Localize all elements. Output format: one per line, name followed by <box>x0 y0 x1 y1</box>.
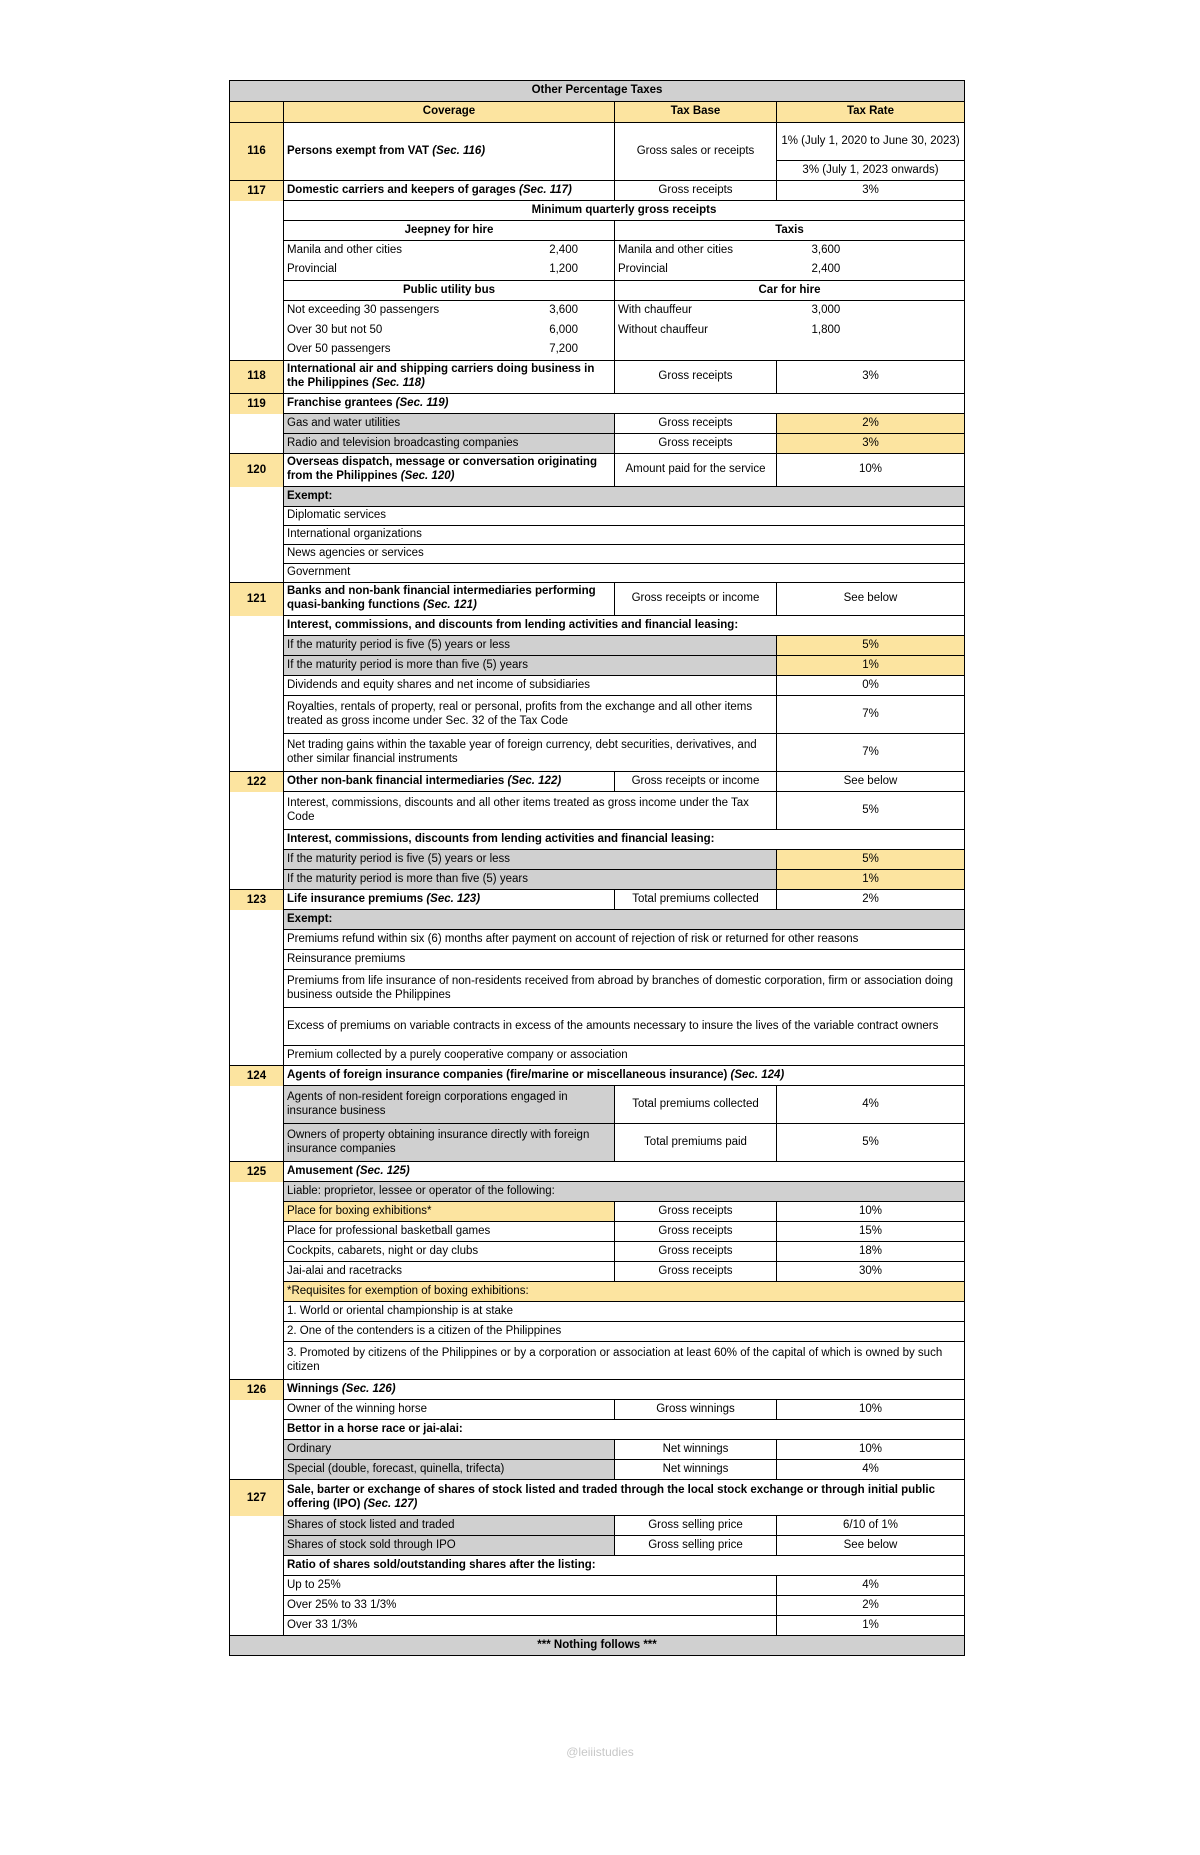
tax-rate-cell: 5% <box>777 1124 965 1162</box>
tax-rate-cell: 18% <box>777 1242 965 1262</box>
section-number: 117 <box>230 181 284 361</box>
rate-value: 1,800 <box>777 321 965 341</box>
tax-base-cell: Gross selling price <box>615 1536 777 1556</box>
coverage-cell: If the maturity period is five (5) years or less <box>284 636 777 656</box>
section-number: 121 <box>230 583 284 772</box>
exempt-item: Government <box>284 564 965 583</box>
coverage-cell: Agents of foreign insurance companies (fire/marine or miscellaneous insurance) (Sec. 124) <box>284 1066 965 1086</box>
tax-base-cell: Gross receipts <box>615 434 777 454</box>
tax-rate-cell: 7% <box>777 734 965 772</box>
car-heading: Car for hire <box>615 281 965 301</box>
coverage-cell: If the maturity period is five (5) years or less <box>284 850 777 870</box>
tax-rate-cell: 10% <box>777 1400 965 1420</box>
tax-rate-cell: 30% <box>777 1262 965 1282</box>
exempt-item: Premiums from life insurance of non-residents received from abroad by branches of domestic corporation, firm or association doing business outside the Philippines <box>284 970 965 1008</box>
coverage-cell: Ordinary <box>284 1440 615 1460</box>
tax-rate-cell: 7% <box>777 696 965 734</box>
bus-heading: Public utility bus <box>284 281 615 301</box>
tax-rate-cell: 0% <box>777 676 965 696</box>
coverage-cell: Shares of stock sold through IPO <box>284 1536 615 1556</box>
section-number: 116 <box>230 123 284 181</box>
coverage-cell: Dividends and equity shares and net income of subsidiaries <box>284 676 777 696</box>
tax-base-cell: Gross receipts <box>615 1262 777 1282</box>
coverage-cell: Owner of the winning horse <box>284 1400 615 1420</box>
section-number: 124 <box>230 1066 284 1162</box>
coverage-cell: Special (double, forecast, quinella, trifecta) <box>284 1460 615 1480</box>
coverage-cell: Franchise grantees (Sec. 119) <box>284 394 965 414</box>
table-footer: *** Nothing follows *** <box>230 1636 965 1656</box>
tax-rate-cell: 3% <box>777 361 965 394</box>
coverage-cell: Jai-alai and racetracks <box>284 1262 615 1282</box>
rate-value: 7,200 <box>454 341 615 361</box>
tax-rate-cell: See below <box>777 1536 965 1556</box>
subheading: Liable: proprietor, lessee or operator of the following: <box>284 1182 965 1202</box>
coverage-cell: Life insurance premiums (Sec. 123) <box>284 890 615 910</box>
exempt-heading: Exempt: <box>284 487 965 507</box>
coverage-cell: Place for boxing exhibitions* <box>284 1202 615 1222</box>
rate-value: 3,600 <box>454 301 615 321</box>
rate-value: 1,200 <box>454 261 615 281</box>
section-number: 125 <box>230 1162 284 1380</box>
tax-rate-cell: 4% <box>777 1086 965 1124</box>
tax-base-cell: Gross receipts or income <box>615 583 777 616</box>
tax-rate-cell: See below <box>777 772 965 792</box>
rate-value: 2,400 <box>454 241 615 261</box>
tax-base-cell: Total premiums collected <box>615 890 777 910</box>
tax-base-cell: Total premiums paid <box>615 1124 777 1162</box>
rate-label: Over 50 passengers <box>284 341 454 361</box>
table-title: Other Percentage Taxes <box>230 81 965 102</box>
tax-base-cell: Gross receipts <box>615 181 777 201</box>
section-number: 123 <box>230 890 284 1066</box>
tax-base-cell: Net winnings <box>615 1460 777 1480</box>
tax-rate-cell: 1% <box>777 870 965 890</box>
percentage-tax-table <box>229 80 965 1656</box>
exempt-item: Reinsurance premiums <box>284 950 965 970</box>
rate-value: 6,000 <box>454 321 615 341</box>
rate-value: 3,600 <box>777 241 965 261</box>
section-header-cell <box>230 102 284 123</box>
coverage-cell: Interest, commissions, discounts and all other items treated as gross income under the Tax Code <box>284 792 777 830</box>
coverage-cell: International air and shipping carriers doing business in the Philippines (Sec. 118) <box>284 361 615 394</box>
section-number: 119 <box>230 394 284 454</box>
coverage-cell: Agents of non-resident foreign corporations engaged in insurance business <box>284 1086 615 1124</box>
coverage-cell: Gas and water utilities <box>284 414 615 434</box>
tax-base-cell: Gross selling price <box>615 1516 777 1536</box>
requisite-item: 2. One of the contenders is a citizen of the Philippines <box>284 1322 965 1342</box>
coverage-cell: Other non-bank financial intermediaries (Sec. 122) <box>284 772 615 792</box>
exempt-item: Diplomatic services <box>284 507 965 526</box>
exempt-item: Excess of premiums on variable contracts in excess of the amounts necessary to insure the lives of the variable contract owners <box>284 1008 965 1046</box>
exempt-heading: Exempt: <box>284 910 965 930</box>
subheading: Ratio of shares sold/outstanding shares after the listing: <box>284 1556 965 1576</box>
tax-table-sheet <box>229 80 964 1656</box>
tax-base-cell: Gross winnings <box>615 1400 777 1420</box>
tax-rate-cell: 3% (July 1, 2023 onwards) <box>777 161 965 181</box>
tax-rate-cell: 15% <box>777 1222 965 1242</box>
tax-base-cell: Gross receipts <box>615 414 777 434</box>
coverage-cell: Shares of stock listed and traded <box>284 1516 615 1536</box>
coverage-cell: Cockpits, cabarets, night or day clubs <box>284 1242 615 1262</box>
exempt-item: International organizations <box>284 526 965 545</box>
requisites-heading: *Requisites for exemption of boxing exhibitions: <box>284 1282 965 1302</box>
section-number: 118 <box>230 361 284 394</box>
coverage-cell: Net trading gains within the taxable year of foreign currency, debt securities, derivatives, and other similar financial instruments <box>284 734 777 772</box>
rate-label: Provincial <box>284 261 454 281</box>
coverage-cell: If the maturity period is more than five (5) years <box>284 870 777 890</box>
tax-rate-cell: 3% <box>777 434 965 454</box>
coverage-cell: Owners of property obtaining insurance directly with foreign insurance companies <box>284 1124 615 1162</box>
section-number: 122 <box>230 772 284 890</box>
tax-base-cell: Gross receipts <box>615 361 777 394</box>
coverage-cell: If the maturity period is more than five (5) years <box>284 656 777 676</box>
coverage-cell: Place for professional basketball games <box>284 1222 615 1242</box>
rate-label: Provincial <box>615 261 777 281</box>
coverage-cell: Royalties, rentals of property, real or personal, profits from the exchange and all other items treated as gross income under Sec. 32 of the Tax Code <box>284 696 777 734</box>
tax-base-cell: Gross sales or receipts <box>615 123 777 181</box>
coverage-cell: Amusement (Sec. 125) <box>284 1162 965 1182</box>
tax-rate-cell: 5% <box>777 850 965 870</box>
tax-rate-cell: 2% <box>777 890 965 910</box>
subheading: Interest, commissions, discounts from lending activities and financial leasing: <box>284 830 965 850</box>
coverage-cell: Overseas dispatch, message or conversation originating from the Philippines (Sec. 120) <box>284 454 615 487</box>
tax-rate-cell: 1% <box>777 656 965 676</box>
tax-rate-cell: 4% <box>777 1576 965 1596</box>
tax-rate-cell: 5% <box>777 636 965 656</box>
tax-rate-cell: 6/10 of 1% <box>777 1516 965 1536</box>
tax-rate-cell: 4% <box>777 1460 965 1480</box>
section-number: 127 <box>230 1480 284 1636</box>
rate-label: Over 30 but not 50 <box>284 321 454 341</box>
coverage-cell: Persons exempt from VAT (Sec. 116) <box>284 123 615 181</box>
subheading: Interest, commissions, and discounts from lending activities and financial leasing: <box>284 616 965 636</box>
exempt-item: News agencies or services <box>284 545 965 564</box>
tax-rate-cell: See below <box>777 583 965 616</box>
tax-base-cell: Gross receipts <box>615 1242 777 1262</box>
tax-rate-cell: 3% <box>777 181 965 201</box>
tax-rate-header: Tax Rate <box>777 102 965 123</box>
taxis-heading: Taxis <box>615 221 965 241</box>
tax-base-cell: Gross receipts or income <box>615 772 777 792</box>
coverage-cell: Sale, barter or exchange of shares of stock listed and traded through the local stock exchange or through initial public offering (IPO) (Sec. 127) <box>284 1480 965 1516</box>
tax-rate-cell: 5% <box>777 792 965 830</box>
tax-rate-cell: 2% <box>777 414 965 434</box>
subheading: Bettor in a horse race or jai-alai: <box>284 1420 965 1440</box>
coverage-cell: Up to 25% <box>284 1576 777 1596</box>
rate-label: With chauffeur <box>615 301 777 321</box>
rate-label: Not exceeding 30 passengers <box>284 301 454 321</box>
coverage-header: Coverage <box>284 102 615 123</box>
tax-rate-cell: 10% <box>777 454 965 487</box>
tax-rate-cell: 10% <box>777 1202 965 1222</box>
coverage-cell: Over 33 1/3% <box>284 1616 777 1636</box>
tax-rate-cell: 2% <box>777 1596 965 1616</box>
tax-base-cell: Net winnings <box>615 1440 777 1460</box>
coverage-cell: Banks and non-bank financial intermediaries performing quasi-banking functions (Sec. 121) <box>284 583 615 616</box>
exempt-item: Premium collected by a purely cooperative company or association <box>284 1046 965 1066</box>
subheading: Minimum quarterly gross receipts <box>284 201 965 221</box>
exempt-item: Premiums refund within six (6) months after payment on account of rejection of risk or returned for other reasons <box>284 930 965 950</box>
coverage-cell: Domestic carriers and keepers of garages (Sec. 117) <box>284 181 615 201</box>
rate-label: Manila and other cities <box>284 241 454 261</box>
rate-label: Manila and other cities <box>615 241 777 261</box>
coverage-cell: Radio and television broadcasting companies <box>284 434 615 454</box>
section-number: 126 <box>230 1380 284 1480</box>
tax-rate-cell: 10% <box>777 1440 965 1460</box>
tax-base-cell: Gross receipts <box>615 1202 777 1222</box>
requisite-item: 3. Promoted by citizens of the Philippines or by a corporation or association at least 60% of the capital of which is owned by such citizen <box>284 1342 965 1380</box>
coverage-cell: Winnings (Sec. 126) <box>284 1380 965 1400</box>
requisite-item: 1. World or oriental championship is at stake <box>284 1302 965 1322</box>
coverage-cell: Over 25% to 33 1/3% <box>284 1596 777 1616</box>
tax-rate-cell: 1% (July 1, 2020 to June 30, 2023) <box>777 123 965 161</box>
jeepney-heading: Jeepney for hire <box>284 221 615 241</box>
tax-base-header: Tax Base <box>615 102 777 123</box>
section-number: 120 <box>230 454 284 583</box>
rate-value: 2,400 <box>777 261 965 281</box>
watermark: @leiiistudies <box>566 1745 634 1759</box>
tax-base-cell: Gross receipts <box>615 1222 777 1242</box>
tax-base-cell: Total premiums collected <box>615 1086 777 1124</box>
rate-label: Without chauffeur <box>615 321 777 341</box>
tax-rate-cell: 1% <box>777 1616 965 1636</box>
tax-base-cell: Amount paid for the service <box>615 454 777 487</box>
rate-value: 3,000 <box>777 301 965 321</box>
